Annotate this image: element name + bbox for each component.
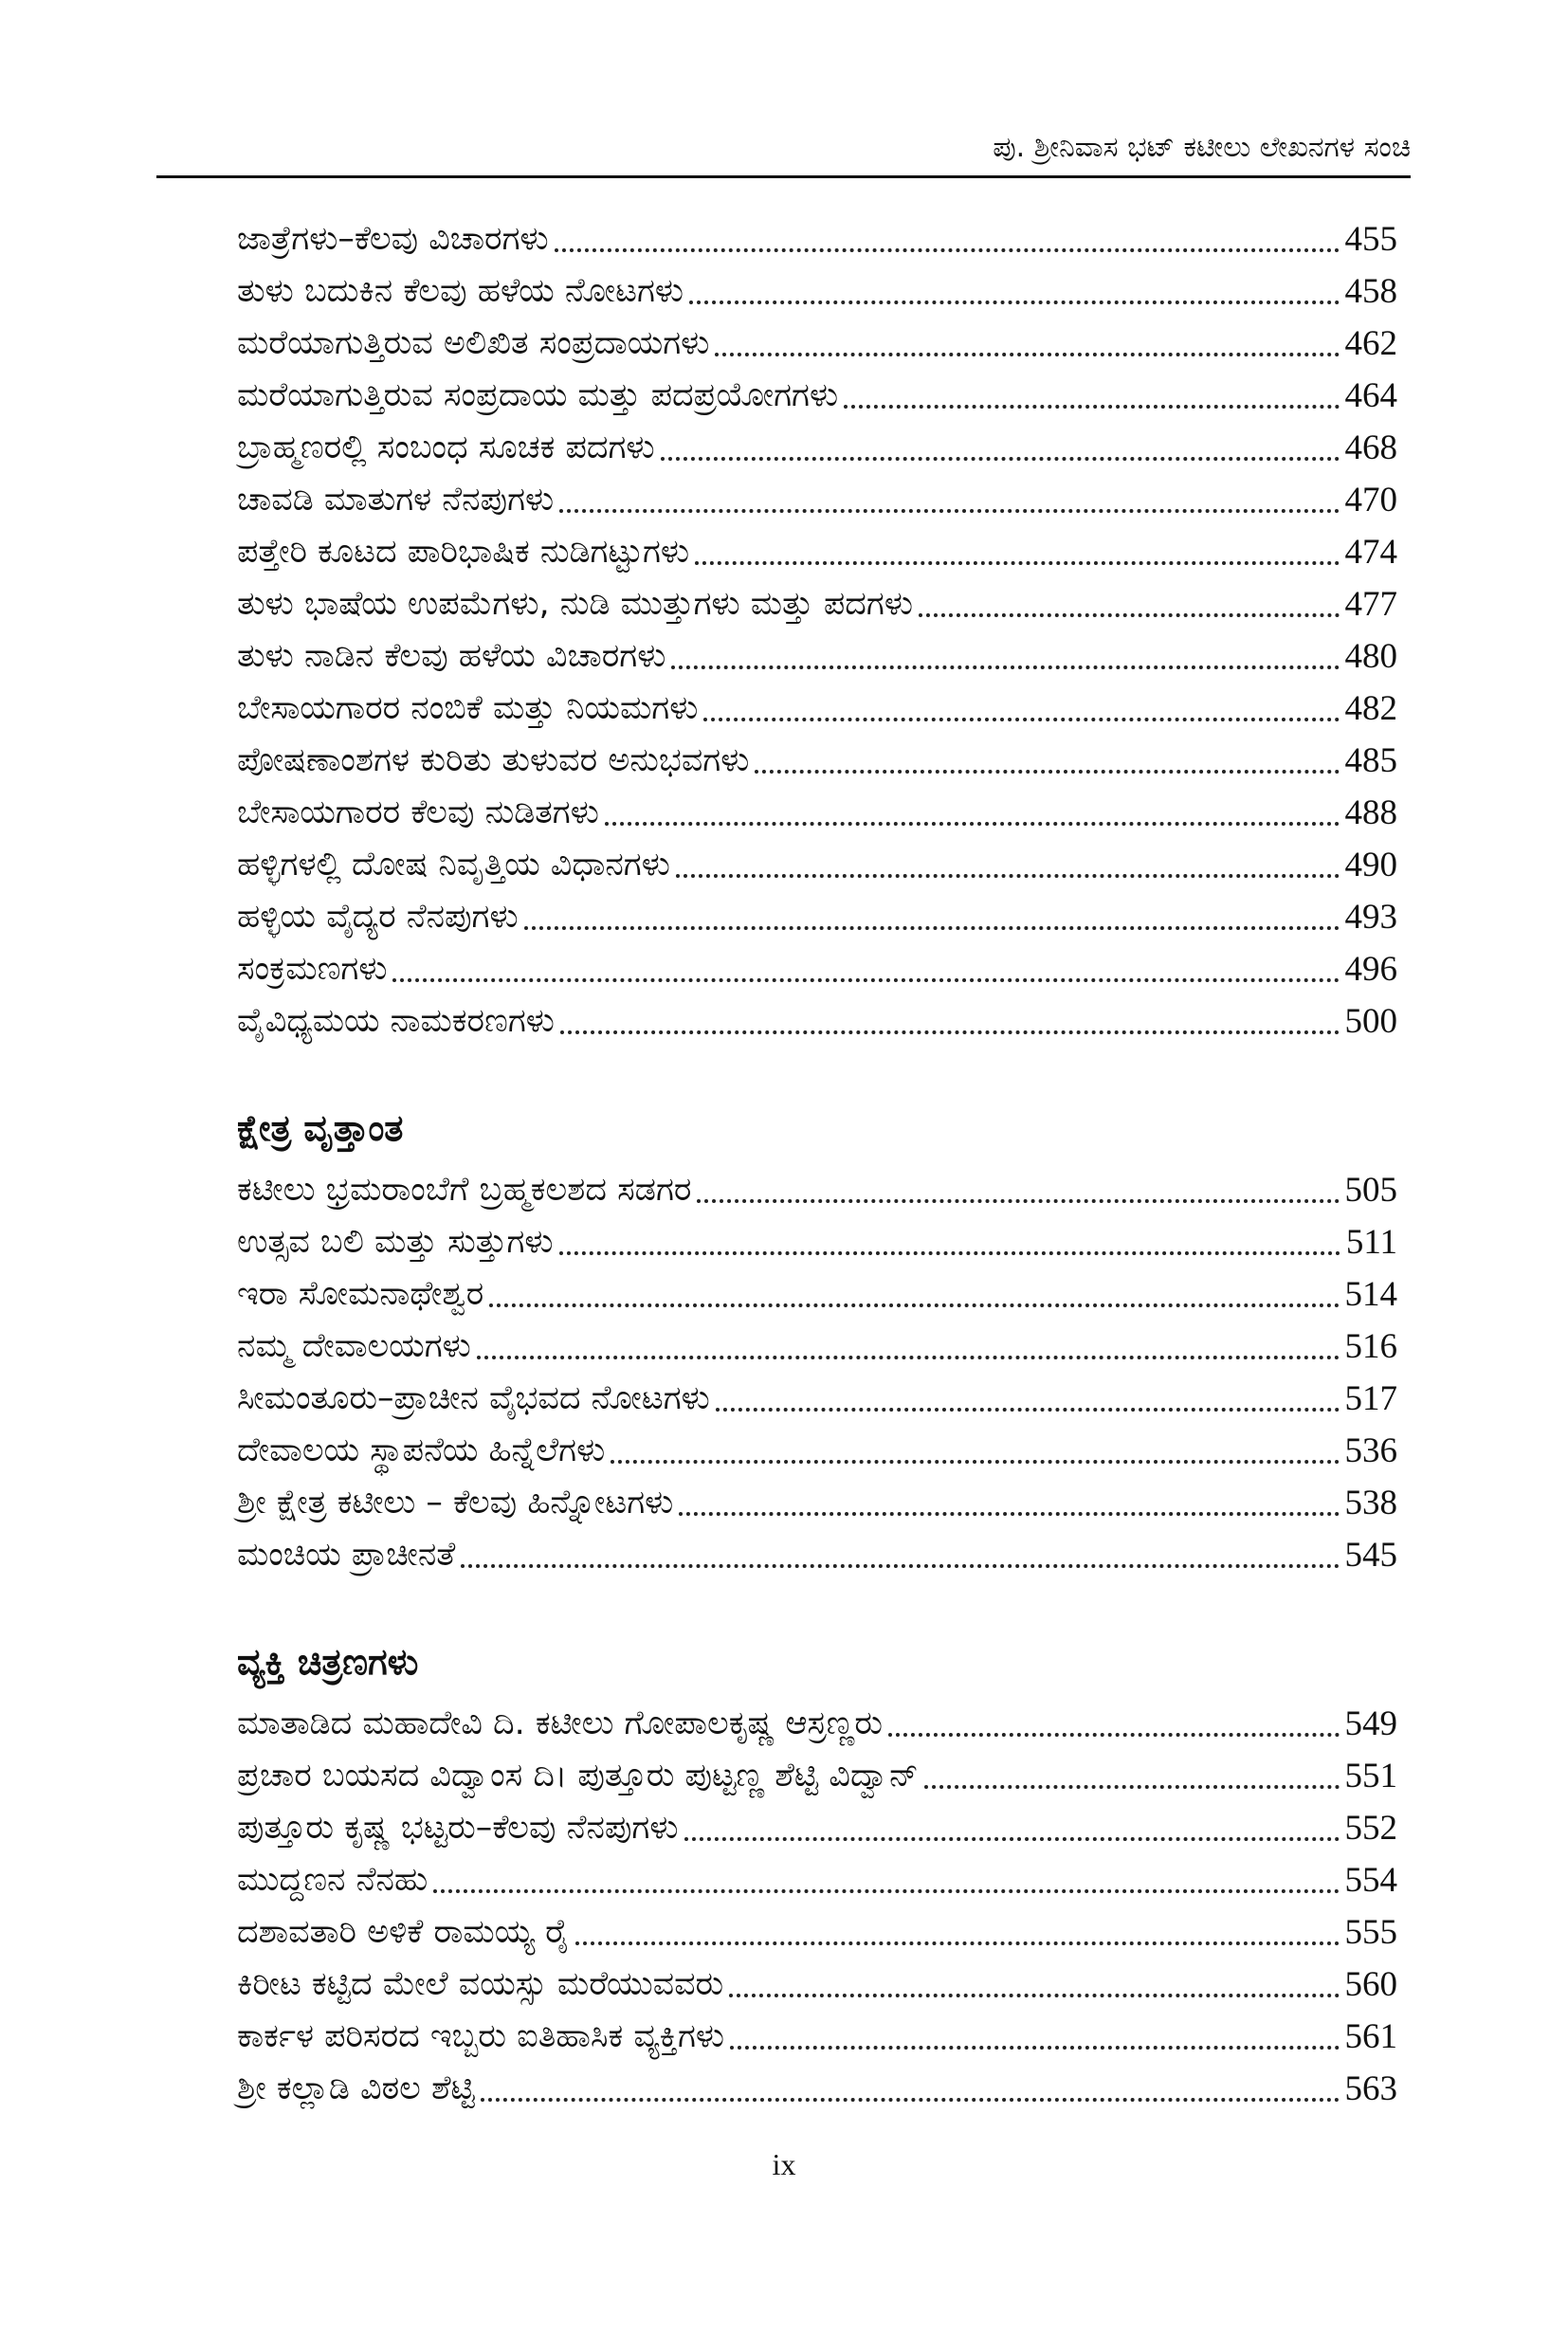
toc-leader-dots <box>489 1303 1339 1307</box>
toc-entry <box>237 1216 1397 1268</box>
toc-entry-title: ಮಾತಾಡಿದ ಮಹಾದೇವಿ ದಿ. ಕಟೀಲು ಗೋಪಾಲಕೃಷ್ಣ ಆಸ್ರಣ್ಣರು <box>237 1704 883 1742</box>
toc-leader-dots <box>844 405 1339 409</box>
toc-entry-page: 555 <box>1344 1913 1397 1952</box>
toc-leader-dots <box>524 926 1340 930</box>
toc-entry-page: 561 <box>1344 2017 1397 2056</box>
toc-entry-page: 511 <box>1345 1223 1397 1262</box>
toc-entry-title: ನಮ್ಮ ದೇವಾಲಯಗಳು <box>237 1327 471 1365</box>
toc-entry-page: 517 <box>1344 1379 1397 1418</box>
toc-entry-title: ಶ್ರೀ ಕಲ್ಲಾಡಿ ವಿಠಲ ಶೆಟ್ಟಿ <box>237 2069 475 2107</box>
toc-entry-title: ಪ್ರಚಾರ ಬಯಸದ ವಿದ್ವಾಂಸ ದಿ। ಪುತ್ತೂರು ಪುಟ್ಟಣ್ಣ ಶೆಟ್ಟಿ ವಿದ್ವಾನ್ <box>237 1757 919 1795</box>
toc-entry-page: 545 <box>1344 1536 1397 1575</box>
toc-entry-title: ಬೇಸಾಯಗಾರರ ನಂಬಿಕೆ ಮತ್ತು ನಿಯಮಗಳು <box>237 689 699 727</box>
header-rule <box>156 175 1411 178</box>
toc-entry <box>237 891 1397 943</box>
toc-entry-page: 485 <box>1344 741 1397 780</box>
toc-leader-dots <box>461 1564 1339 1568</box>
toc-entry-page: 490 <box>1344 846 1397 884</box>
toc-entry <box>237 1425 1397 1477</box>
toc-entry <box>237 943 1397 995</box>
toc-entry <box>237 1477 1397 1529</box>
toc-entry <box>237 474 1397 526</box>
toc-entry-page: 462 <box>1344 324 1397 363</box>
toc-entry-page: 554 <box>1344 1861 1397 1900</box>
toc-leader-dots <box>661 457 1340 461</box>
toc-entry-title: ಕಿರೀಟ ಕಟ್ಟಿದ ಮೇಲೆ ವಯಸ್ಸು ಮರೆಯುವವರು <box>237 1965 724 2003</box>
toc-entry-title: ಹಳ್ಳಿಯ ವೈದ್ಯರ ನೆನಪುಗಳು <box>237 898 519 936</box>
toc-entry <box>237 1373 1397 1425</box>
toc-entry-title: ಜಾತ್ರೆಗಳು–ಕೆಲವು ವಿಚಾರಗಳು <box>237 220 549 258</box>
toc-entry <box>237 839 1397 891</box>
toc-entry-page: 468 <box>1344 428 1397 467</box>
toc-entry <box>237 1959 1397 2011</box>
toc-entry-title: ಸೀಮಂತೂರು–ಪ್ರಾಚೀನ ವೈಭವದ ನೋಟಗಳು <box>237 1379 710 1417</box>
toc-entry-title: ದಶಾವತಾರಿ ಅಳಿಕೆ ರಾಮಯ್ಯ ರೈ <box>237 1913 570 1951</box>
toc-leader-dots <box>924 1785 1340 1789</box>
toc-entry-title: ಮರೆಯಾಗುತ್ತಿರುವ ಸಂಪ್ರದಾಯ ಮತ್ತು ಪದಪ್ರಯೋಗಗಳು <box>237 376 839 414</box>
toc-entry-page: 538 <box>1344 1484 1397 1522</box>
toc-entry <box>237 1268 1397 1321</box>
toc-section-general <box>237 213 1397 1048</box>
toc-entry-title: ಪತ್ತೇರಿ ಕೂಟದ ಪಾರಿಭಾಷಿಕ ನುಡಿಗಟ್ಟುಗಳು <box>237 533 690 571</box>
toc-entry <box>237 1321 1397 1373</box>
toc-entry-page: 536 <box>1344 1431 1397 1470</box>
toc-entry-title: ಪುತ್ತೂರು ಕೃಷ್ಣ ಭಟ್ಟರು–ಕೆಲವು ನೆನಪುಗಳು <box>237 1809 679 1847</box>
toc-entry-title: ಕಟೀಲು ಭ್ರಮರಾಂಬೆಗೆ ಬ್ರಹ್ಮಕಲಶದ ಸಡಗರ <box>237 1171 692 1209</box>
toc-entry <box>237 578 1397 630</box>
toc-leader-dots <box>477 1356 1340 1359</box>
toc-entry-title: ಬ್ರಾಹ್ಮಣರಲ್ಲಿ ಸಂಬಂಧ ಸೂಚಕ ಪದಗಳು <box>237 428 655 466</box>
toc-entry <box>237 213 1397 265</box>
toc-leader-dots <box>715 353 1339 356</box>
toc-entry <box>237 1906 1397 1959</box>
toc-entry-title: ಮುದ್ದಣನ ನೆನಹು <box>237 1861 428 1899</box>
toc-entry <box>237 1529 1397 1581</box>
toc-entry <box>237 2063 1397 2115</box>
toc-entry <box>237 1698 1397 1750</box>
toc-entry <box>237 1854 1397 1906</box>
toc-leader-dots <box>575 1941 1340 1945</box>
toc-entry <box>237 2011 1397 2063</box>
toc-leader-dots <box>919 613 1340 617</box>
toc-entry-page: 552 <box>1344 1809 1397 1848</box>
toc-entry-title: ಹಳ್ಳಿಗಳಲ್ಲಿ ದೋಷ ನಿವೃತ್ತಿಯ ವಿಧಾನಗಳು <box>237 846 670 884</box>
toc-entry-page: 549 <box>1344 1704 1397 1743</box>
toc-entry-page: 560 <box>1344 1965 1397 2004</box>
toc-entry-title: ಉತ್ಸವ ಬಲಿ ಮತ್ತು ಸುತ್ತುಗಳು <box>237 1223 554 1261</box>
toc-entry <box>237 422 1397 474</box>
toc-entry-title: ಮರೆಯಾಗುತ್ತಿರುವ ಅಲಿಖಿತ ಸಂಪ್ರದಾಯಗಳು <box>237 324 710 362</box>
toc-leader-dots <box>433 1889 1339 1893</box>
toc-entry <box>237 995 1397 1048</box>
toc-leader-dots <box>703 718 1339 721</box>
toc-section-kshetra-vruttanta <box>237 1164 1397 1581</box>
toc-leader-dots <box>689 301 1339 304</box>
toc-entry-title: ಚಾವಡಿ ಮಾತುಗಳ ನೆನಪುಗಳು <box>237 481 555 519</box>
toc-entry-page: 563 <box>1344 2069 1397 2108</box>
toc-entry-page: 516 <box>1344 1327 1397 1366</box>
toc-leader-dots <box>695 561 1339 565</box>
toc-entry-page: 488 <box>1344 793 1397 832</box>
toc-entry-title: ತುಳು ಬದುಕಿನ ಕೆಲವು ಹಳೆಯ ನೋಟಗಳು <box>237 272 684 310</box>
toc-entry <box>237 265 1397 318</box>
toc-leader-dots <box>679 1512 1339 1516</box>
toc-leader-dots <box>559 509 1339 513</box>
toc-entry-page: 474 <box>1344 533 1397 572</box>
toc-entry <box>237 526 1397 578</box>
toc-leader-dots <box>611 1460 1339 1464</box>
toc-entry <box>237 735 1397 787</box>
toc-entry-page: 514 <box>1344 1275 1397 1314</box>
toc-entry-page: 477 <box>1344 585 1397 624</box>
toc-entry <box>237 630 1397 683</box>
toc-entry-title: ದೇವಾಲಯ ಸ್ಥಾಪನೆಯ ಹಿನ್ನೆಲೆಗಳು <box>237 1431 606 1469</box>
toc-leader-dots <box>559 1251 1340 1255</box>
toc-entry-page: 470 <box>1344 481 1397 519</box>
toc-entry-title: ಸಂಕ್ರಮಣಗಳು <box>237 950 388 988</box>
toc-leader-dots <box>729 1994 1339 1997</box>
toc-entry-title: ಬೇಸಾಯಗಾರರ ಕೆಲವು ನುಡಿತಗಳು <box>237 793 599 831</box>
toc-entry-title: ತುಳು ನಾಡಿನ ಕೆಲವು ಹಳೆಯ ವಿಚಾರಗಳು <box>237 637 666 675</box>
toc-entry-page: 551 <box>1344 1757 1397 1795</box>
running-head: ಪು. ಶ್ರೀನಿವಾಸ ಭಟ್ ಕಟೀಲು ಲೇಖನಗಳ ಸಂಚಿ <box>993 131 1411 164</box>
section-heading-vyakti-chitranagalu: ವ್ಯಕ್ತಿ ಚಿತ್ರಣಗಳು <box>237 1641 419 1683</box>
toc-entry-page: 496 <box>1344 950 1397 989</box>
toc-entry <box>237 1164 1397 1216</box>
toc-leader-dots <box>755 770 1339 774</box>
toc-leader-dots <box>555 248 1340 252</box>
toc-entry-page: 464 <box>1344 376 1397 415</box>
page-number: ix <box>772 2147 796 2181</box>
toc-leader-dots <box>671 665 1339 669</box>
toc-leader-dots <box>888 1733 1340 1737</box>
table-of-contents <box>237 213 1397 2115</box>
toc-section-vyakti-chitranagalu <box>237 1698 1397 2115</box>
toc-entry-title: ಇರಾ ಸೋಮನಾಥೇಶ್ವರ <box>237 1275 484 1313</box>
toc-entry <box>237 1802 1397 1854</box>
toc-entry <box>237 1750 1397 1802</box>
toc-entry-page: 455 <box>1344 220 1397 259</box>
toc-leader-dots <box>392 978 1339 982</box>
toc-leader-dots <box>676 874 1340 878</box>
toc-entry-title: ಮಂಚಿಯ ಪ್ರಾಚೀನತೆ <box>237 1536 456 1574</box>
toc-entry <box>237 318 1397 370</box>
toc-entry-page: 480 <box>1344 637 1397 676</box>
toc-leader-dots <box>684 1837 1340 1841</box>
toc-entry-page: 505 <box>1344 1171 1397 1210</box>
toc-entry <box>237 370 1397 422</box>
toc-entry-page: 482 <box>1344 689 1397 728</box>
toc-leader-dots <box>697 1199 1339 1203</box>
toc-entry-page: 500 <box>1344 1002 1397 1041</box>
toc-leader-dots <box>730 2046 1339 2050</box>
toc-leader-dots <box>481 2098 1340 2102</box>
toc-entry-title: ಶ್ರೀ ಕ್ಷೇತ್ರ ಕಟೀಲು – ಕೆಲವು ಹಿನ್ನೋಟಗಳು <box>237 1484 674 1522</box>
toc-entry-title: ವೈವಿಧ್ಯಮಯ ನಾಮಕರಣಗಳು <box>237 1002 555 1040</box>
toc-entry <box>237 787 1397 839</box>
toc-entry-title: ಕಾರ್ಕಳ ಪರಿಸರದ ಇಬ್ಬರು ಐತಿಹಾಸಿಕ ವ್ಯಕ್ತಿಗಳು <box>237 2017 725 2055</box>
toc-entry-page: 458 <box>1344 272 1397 311</box>
toc-leader-dots <box>605 822 1340 826</box>
toc-leader-dots <box>560 1030 1340 1034</box>
toc-entry-page: 493 <box>1344 898 1397 937</box>
toc-entry-title: ಪೋಷಣಾಂಶಗಳ ಕುರಿತು ತುಳುವರ ಅನುಭವಗಳು <box>237 741 750 779</box>
toc-leader-dots <box>716 1408 1340 1412</box>
toc-entry <box>237 683 1397 735</box>
toc-entry-title: ತುಳು ಭಾಷೆಯ ಉಪಮೆಗಳು, ನುಡಿ ಮುತ್ತುಗಳು ಮತ್ತು ಪದಗಳು <box>237 585 913 623</box>
section-heading-kshetra-vruttanta: ಕ್ಷೇತ್ರ ವೃತ್ತಾಂತ <box>237 1107 404 1149</box>
